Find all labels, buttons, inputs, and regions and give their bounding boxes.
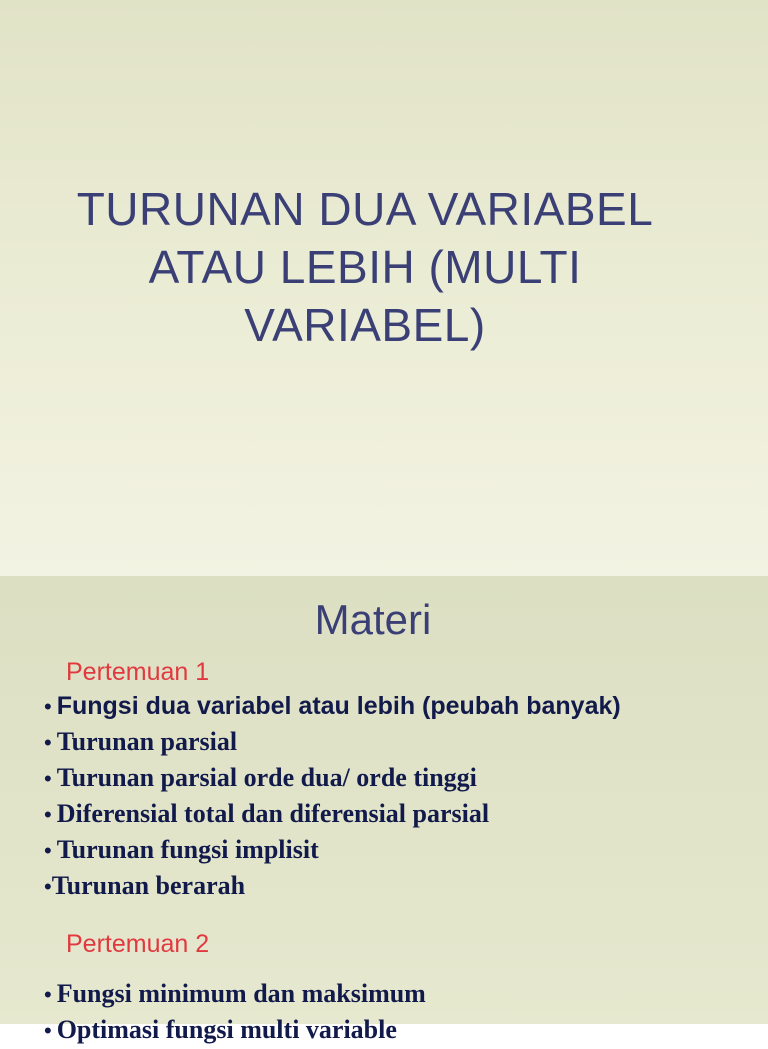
list-item-text: Turunan parsial (56, 727, 238, 756)
list-item (44, 868, 621, 904)
bullet-icon: • (44, 874, 52, 899)
list-item (44, 1012, 426, 1048)
topic-list-pertemuan-2 (44, 976, 426, 1048)
list-item (44, 724, 621, 760)
slide-title-line: ATAU LEBIH (MULTI (148, 241, 582, 293)
section-label-pertemuan-1: Pertemuan 1 (66, 658, 210, 686)
list-item-text: Optimasi fungsi multi variable (56, 1015, 397, 1044)
bullet-icon: • (44, 766, 52, 791)
slide-title-line: VARIABEL) (244, 299, 486, 351)
list-item (44, 976, 426, 1012)
bullet-icon: • (44, 730, 52, 755)
bullet-icon: • (44, 802, 52, 827)
bullet-icon: • (44, 1018, 52, 1043)
slide-title (0, 180, 730, 354)
list-item (44, 760, 621, 796)
list-item-text: Fungsi dua variabel atau lebih (peubah banyak) (56, 692, 621, 720)
list-item-text: Turunan parsial orde dua/ orde tinggi (56, 763, 477, 792)
bullet-icon: • (44, 982, 52, 1007)
topic-list-pertemuan-1 (44, 688, 621, 904)
list-item-text: Turunan fungsi implisit (56, 835, 319, 864)
list-item-text: Fungsi minimum dan maksimum (56, 979, 426, 1008)
list-item (44, 796, 621, 832)
list-item-text: Turunan berarah (51, 871, 246, 900)
list-item-text: Diferensial total dan diferensial parsial (56, 799, 490, 828)
bullet-icon: • (44, 838, 52, 863)
list-item (44, 832, 621, 868)
section-label-pertemuan-2: Pertemuan 2 (66, 930, 210, 958)
slide-title-line: TURUNAN DUA VARIABEL (76, 183, 654, 235)
slide-heading: Materi (314, 596, 432, 643)
materi-slide (0, 576, 768, 1044)
list-item (44, 688, 621, 724)
bullet-icon: • (44, 694, 52, 719)
